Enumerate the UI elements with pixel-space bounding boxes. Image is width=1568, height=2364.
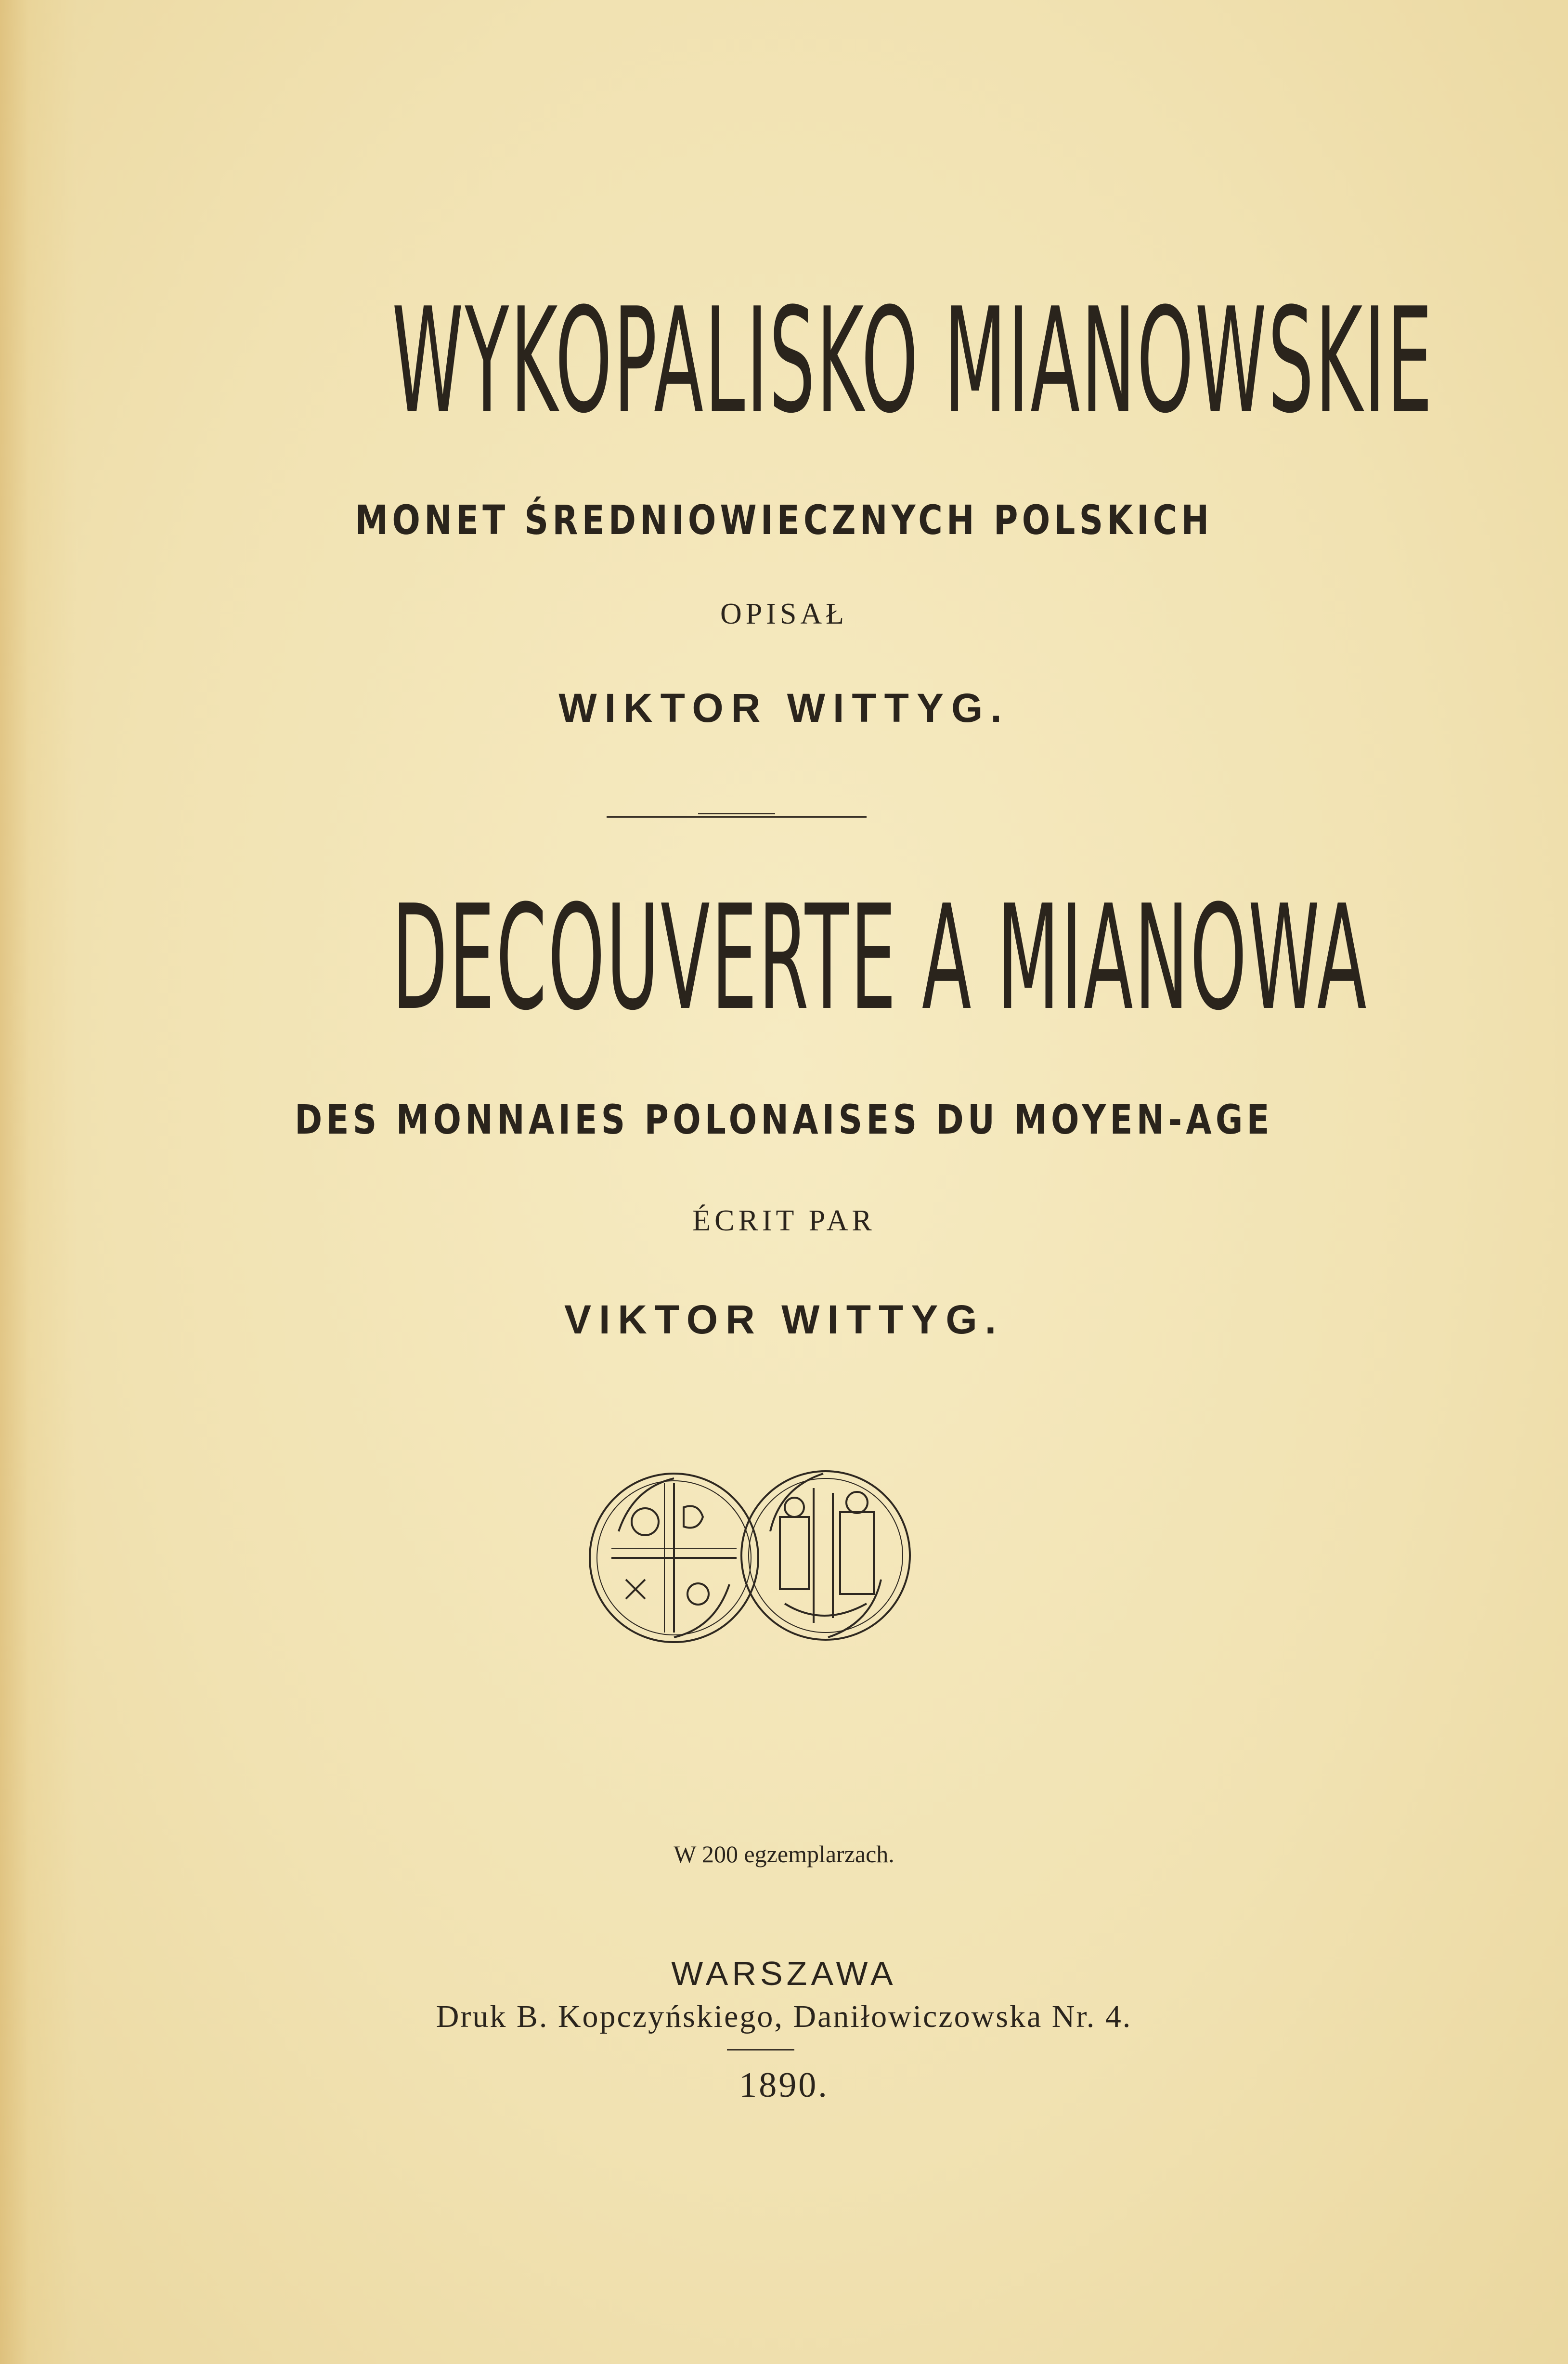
subtitle-polish: MONET ŚREDNIOWIECZNYCH POLSKICH bbox=[355, 496, 1213, 544]
imprint-city: WARSZAWA bbox=[671, 1955, 897, 1992]
imprint-printer: Druk B. Kopczyńskiego, Daniłowiczowska Nr. 4. bbox=[436, 1999, 1132, 2034]
divider-rule bbox=[607, 816, 867, 818]
byline-polish: OPISAŁ bbox=[720, 598, 848, 630]
imprint-rule bbox=[727, 2049, 794, 2051]
coins-engraving-icon bbox=[573, 1459, 924, 1652]
subtitle-french: DES MONNAIES POLONAISES DU MOYEN-AGE bbox=[295, 1096, 1273, 1143]
author-french: VIKTOR WITTYG. bbox=[564, 1297, 1004, 1342]
title-polish: WYKOPALISKO MIANOWSKIE bbox=[392, 277, 1434, 445]
title-french: DECOUVERTE A MIANOWA bbox=[392, 874, 1368, 1042]
byline-french: ÉCRIT PAR bbox=[692, 1204, 876, 1237]
author-polish: WIKTOR WITTYG. bbox=[558, 685, 1010, 731]
divider-rule-accent bbox=[698, 813, 775, 814]
edition-note: W 200 egzemplarzach. bbox=[674, 1841, 894, 1868]
imprint-year: 1890. bbox=[739, 2065, 829, 2105]
